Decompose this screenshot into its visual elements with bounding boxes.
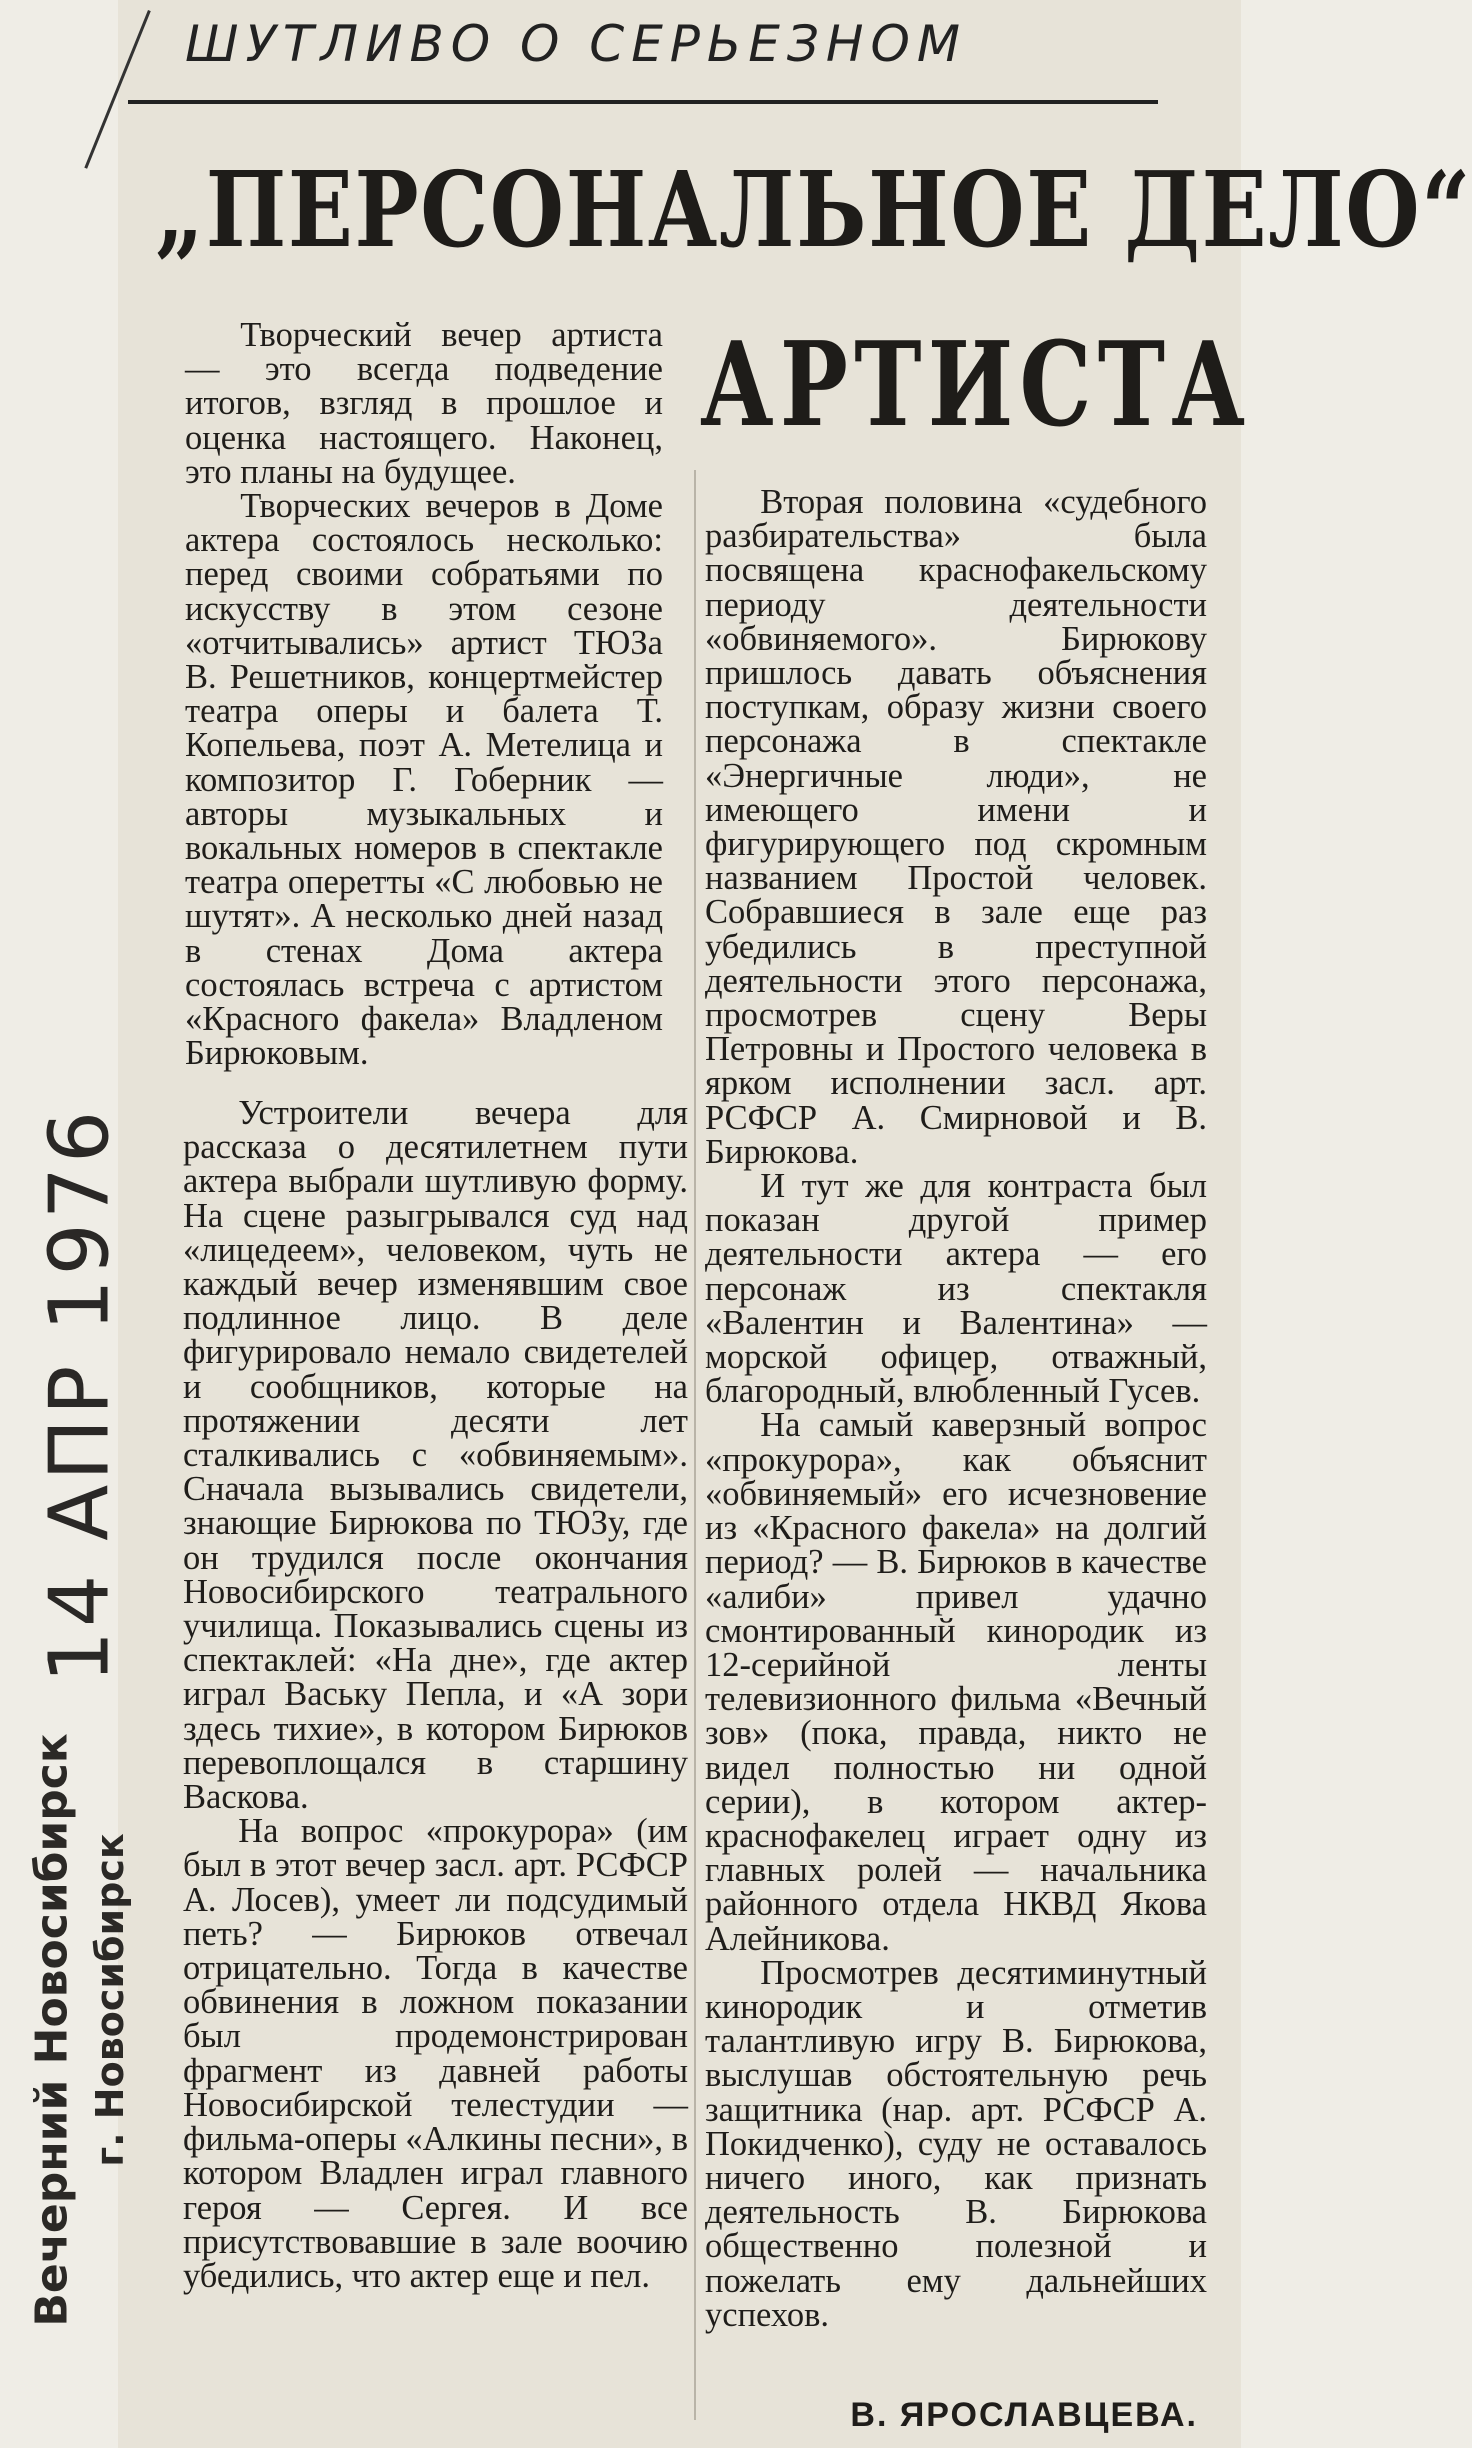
paragraph: Просмотрев десятиминутный кинородик и отметив талантливую игру В. Бирюкова, выслушав обстоятельную речь защитника (нар. арт. РСФСР А. Покидченко), суду не оставалось ничего иного, как признать деятельность В. Бирюкова общественно полезной и пожелать ему дальнейших успехов. xyxy=(705,1953,1207,2334)
headline-line-2: АРТИСТА xyxy=(700,317,1252,453)
newspaper-city-stamp: г. Новосибирск xyxy=(88,1833,132,2167)
newspaper-stamp xyxy=(16,1733,136,2327)
paragraph: На вопрос «прокурора» (им был в этот вечер засл. арт. РСФСР А. Лосев), умеет ли подсудимый петь? — Бирюков отвечал отрицательно. Тогда в качестве обвинения в ложном показании был продемонстрирован фрагмент из давней работы Новосибирской телестудии — фильма-оперы «Алкины песни», в котором Владлен играл главного героя — Сергея. И все присутствовавшие в зале воочию убедились, что актер еще и пел. xyxy=(183,1812,688,2295)
paragraph: Вторая половина «судебного разбирательства» была посвящена краснофакельскому периоду деятельности «обвиняемого». Бирюкову пришлось давать объяснения поступкам, образу жизни своего персонажа в спектакле «Энергичные люди», не имеющего имени и фигурирующего под скромным названием Простой человек. Собравшиеся в зале еще раз убедились в преступной деятельности этого персонажа, просмотрев сцену Веры Петровны и Простого человека в ярком исполнении засл. арт. РСФСР А. Смирновой и В. Бирюкова. xyxy=(705,483,1207,1171)
author-signature: В. ЯРОСЛАВЦЕВА. xyxy=(850,2396,1198,2434)
paragraph: На самый каверзный вопрос «прокурора», как объяснит «обвиняемый» его исчезновение из «Красного факела» на долгий период? — В. Бирюков в качестве «алиби» привел удачно смонтированный кинородик из 12-серийной ленты телевизионного фильма «Вечный зов» (пока, правда, никто не видел полностью ни одной серии), в котором актер-краснофакелец играет одну из главных ролей — начальника районного отдела НКВД Якова Алейникова. xyxy=(705,1406,1207,1958)
article-column-left-top xyxy=(185,316,663,1073)
paragraph: Творческий вечер артиста — это всегда подведение итогов, взгляд в прошлое и оценка настоящего. Наконец, это планы на будущее. xyxy=(185,316,663,491)
paragraph: Устроители вечера для рассказа о десятилетнем пути актера выбрали шутливую форму. На сцене разыгрывался суд над «лицедеем», человеком, чуть не каждый вечер изменявшим свое подлинное лицо. В деле фигурировало немало свидетелей и сообщников, которые на протяжении десяти лет сталкивались с «обвиняемым». Сначала вызывались свидетели, знающие Бирюкова по ТЮЗу, где он трудился после окончания Новосибирского театрального училища. Показывались сцены из спектаклей: «На дне», где актер играл Ваську Пепла, и «А зори здесь тихие», в котором Бирюков перевоплощался в старшину Васкова. xyxy=(183,1094,688,1817)
newspaper-name-stamp: Вечерний Новосибирск xyxy=(26,1733,78,2327)
headline-line-1: „ПЕРСОНАЛЬНОЕ ДЕЛО“ xyxy=(155,148,1472,271)
article-column-right xyxy=(705,485,1207,2332)
paragraph: И тут же для контраста был показан другой пример деятельности актера — его персонаж из спектакля «Валентин и Валентина» — морской офицер, отважный, благородный, влюбленный Гусев. xyxy=(705,1167,1207,1411)
column-divider xyxy=(694,470,696,2420)
date-stamp-text: 14 АПР 1976 xyxy=(32,1106,128,1684)
rubric-heading: ШУТЛИВО О СЕРЬЕЗНОМ xyxy=(185,15,967,73)
article-column-left xyxy=(183,1096,688,2293)
paragraph: Творческих вечеров в Доме актера состоялось несколько: перед своими собратьями по искусству в этом сезоне «отчитывались» артист ТЮЗа В. Решетников, концертмейстер театра оперы и балета Т. Копельева, поэт А. Метелица и композитор Г. Гоберник — авторы музыкальных и вокальных номеров в спектакле театра оперетты «С любовью не шутят». А несколько дней назад в стенах Дома актера состоялась встреча с артистом «Красного факела» Владленом Бирюковым. xyxy=(185,487,663,1073)
rubric-underline xyxy=(128,100,1158,104)
date-stamp xyxy=(20,1106,140,1684)
